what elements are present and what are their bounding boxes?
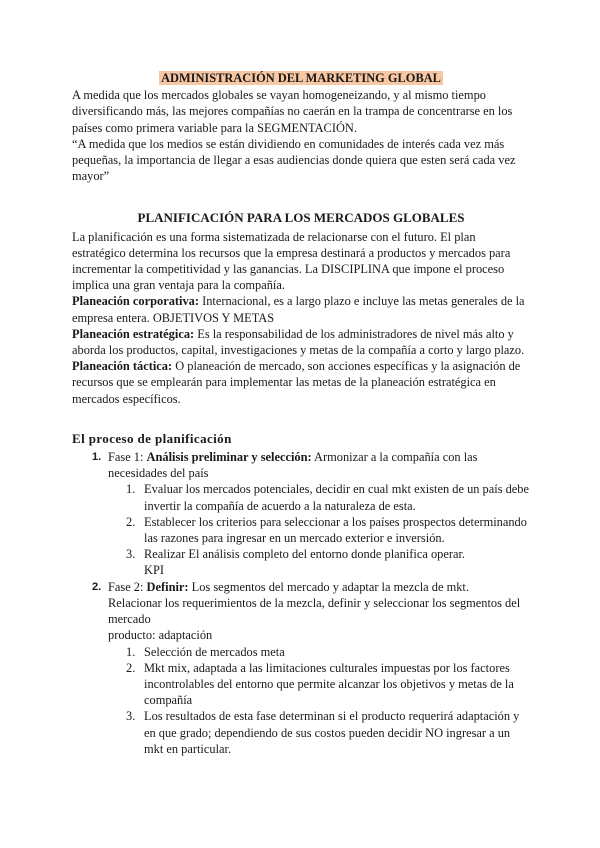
intro-paragraph: A medida que los mercados globales se vayan homogeneizando, y al mismo tiempo diversificando más, las mejores compañías no caerán en la trampa de concentrarse en los países como primera variable para la SEGMENTACIÓN. <box>72 88 513 135</box>
phase-1-label: Análisis preliminar y selección: <box>146 450 312 465</box>
phase-2-product-note: producto: adaptación <box>108 628 213 643</box>
strategic-planning-label: Planeación estratégica: <box>72 326 195 341</box>
process-section-title: El proceso de planificación <box>72 430 232 446</box>
phase-1-subitem <box>72 514 530 546</box>
subitem-number: 2. <box>126 660 136 675</box>
phase-1-sublist <box>72 481 530 562</box>
phase-1-prefix: Fase 1: <box>108 450 147 465</box>
subitem-number: 3. <box>126 709 136 724</box>
phase-2-description: Relacionar los requerimientos de la mezcla, definir y seleccionar los segmentos del mercado <box>108 595 521 627</box>
corporate-planning-paragraph <box>72 293 530 325</box>
phase-1-kpi: KPI <box>144 563 164 578</box>
corporate-planning-label: Planeación corporativa: <box>72 294 199 309</box>
phase-2-prefix: Fase 2: <box>108 579 147 594</box>
phase-2-number: 2. <box>92 580 102 593</box>
subitem-text: Establecer los criterios para seleccionar a los países prospectos determinando las razones para ingresar en un mercado exterior e inversión. <box>144 514 527 546</box>
subitem-text: Evaluar los mercados potenciales, decidir en cual mkt existen de un país debe invertir la compañía de acuerdo a la naturaleza de esta. <box>144 482 530 513</box>
subitem-number: 3. <box>126 547 136 562</box>
strategic-planning-paragraph <box>72 326 530 358</box>
subitem-text: Realizar El análisis completo del entorno donde planifica operar. <box>144 547 466 562</box>
phase-1-number: 1. <box>92 451 102 464</box>
tactical-planning-paragraph <box>72 358 530 407</box>
subitem-text: Mkt mix, adaptada a las limitaciones culturales impuestas por los factores incontrolables del entorno que permite alcanzar los objetivos y metas de la compañía <box>144 660 514 708</box>
phase-1-item <box>72 449 530 481</box>
subitem-text: Los resultados de esta fase determinan si el producto requerirá adaptación y en que grado; dependiendo de sus costos pueden decidir NO ingresar a un mkt en particular. <box>144 709 520 756</box>
phase-2-text: Los segmentos del mercado y adaptar la mezcla de mkt. <box>188 579 469 594</box>
document-title-text: ADMINISTRACIÓN DEL MARKETING GLOBAL <box>161 71 441 85</box>
corporate-planning-text: Internacional, es a largo plazo e incluye las metas generales de la empresa entera. OBJETIVOS Y METAS <box>72 294 525 325</box>
planning-paragraph: La planificación es una forma sistematizada de relacionarse con el futuro. El plan estratégico determina los recursos que la empresa destinará a productos y mercados para incrementar la competitividad y las ganancias. La DISCIPLINA que impone el proceso implica una gran ventaja para la compañía. <box>72 229 511 293</box>
strategic-planning-text: Es la responsabilidad de los administradores de nivel más alto y aborda los productos, capital, investigaciones y metas de la compañía a corto y largo plazo. <box>72 326 525 358</box>
document-title <box>72 70 530 86</box>
planning-section-title: PLANIFICACIÓN PARA LOS MERCADOS GLOBALES <box>137 210 465 226</box>
phase-1-subitem <box>72 481 530 513</box>
subitem-number: 1. <box>126 482 136 497</box>
tactical-planning-text: O planeación de mercado, son acciones específicas y la asignación de recursos que se emplearán para implementar las metas de la planeación estratégica en mercados específicos. <box>72 359 521 406</box>
phase-2-sublist <box>72 644 530 757</box>
phase-2-subitem <box>72 644 530 660</box>
phase-1-subitem <box>72 546 530 562</box>
intro-quote: “A medida que los medios se están dividiendo en comunidades de interés cada vez más pequeñas, la importancia de llegar a esas audiencias donde quiera que esten será cada vez mayor” <box>72 136 516 184</box>
subitem-number: 2. <box>126 514 136 529</box>
subitem-number: 1. <box>126 644 136 659</box>
phase-2-subitem <box>72 660 530 709</box>
subitem-text: Selección de mercados meta <box>144 644 285 659</box>
phase-1-text: Armonizar a la compañía con las necesidades del país <box>108 450 478 481</box>
phase-2-item <box>72 579 530 595</box>
phase-2-label: Definir: <box>146 579 189 594</box>
phase-2-subitem <box>72 708 530 757</box>
tactical-planning-label: Planeación táctica: <box>72 359 173 374</box>
